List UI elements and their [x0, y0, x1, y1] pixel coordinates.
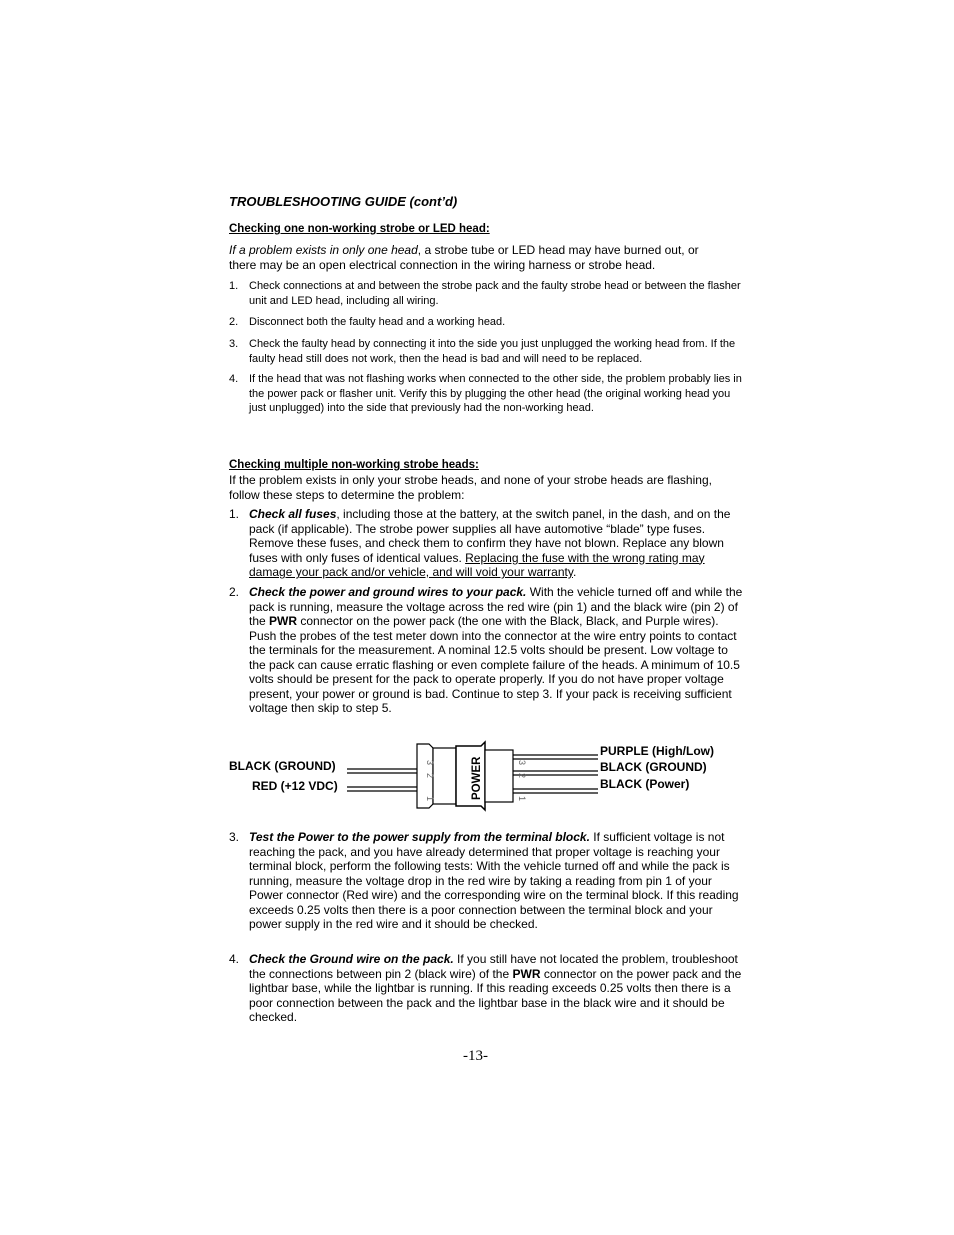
label-red-12vdc: RED (+12 VDC) [252, 779, 338, 793]
right-pin-2: 2 [517, 773, 527, 779]
section2-intro: If the problem exists in only your strobe heads, and none of your strobe heads are flashing, follow these steps to determine the problem: [229, 473, 712, 502]
right-connector-body [485, 750, 513, 802]
section1-intro-rest: , a strobe tube or LED head may have burned out, or there may be an open electrical connection in the wiring harness or strobe head. [229, 243, 699, 272]
left-pin-3: 3 [425, 760, 435, 766]
section1-item-1: 1. Check connections at and between the strobe pack and the faulty strobe head or between the flasher unit and LED head, including all wiring. [229, 280, 741, 307]
page-title: TROUBLESHOOTING GUIDE (cont’d) [229, 194, 458, 209]
section2-item-3: 3. Test the Power to the power supply from the terminal block. If sufficient voltage is not reaching the pack, and you have already determined that proper voltage is reaching your terminal block, perform the following tests: With the vehicle turned off and while the pack is running, measure the voltage drop in the red wire by taking a reading from pin 1 of your Power connector (Red wire) and the corresponding wire on the terminal block. If this reading exceeds 0.25 volts then there is a poor connection between the terminal block and your power supply in the red wire and it should be checked. [229, 830, 739, 931]
label-black-ground-right: BLACK (GROUND) [600, 760, 707, 774]
left-connector-body [433, 748, 456, 804]
label-black-ground-left: BLACK (GROUND) [229, 759, 336, 773]
label-purple-high-low: PURPLE (High/Low) [600, 744, 714, 758]
section2-heading: Checking multiple non-working strobe heads: [229, 459, 479, 471]
section2-item-2: 2. Check the power and ground wires to your pack. With the vehicle turned off and while the pack is running, measure the voltage across the red wire (pin 1) and the black wire (pin 2) of the PWR connector on the power pack (the one with the Black, Black, and Purple wires). Push the probes of the test meter down into the connector at the wire entry points to contact the terminals for the measurement. A nominal 12.5 volts should be present. Low voltage to the pack can cause erratic flashing or even complete failure of the heads. A minimum of 10.5 volts should be present for the pack to operate properly. If you do not have proper voltage present, your power or ground is bad. Continue to step 3. If your pack is receiving sufficient voltage then skip to step 5. [229, 585, 743, 715]
left-pin-2: 2 [425, 773, 435, 779]
left-wires [347, 769, 417, 791]
right-pin-3: 3 [517, 760, 527, 766]
right-pin-1: 1 [517, 796, 527, 802]
section1-intro-italic: If a problem exists in only one head [229, 243, 418, 257]
page-number: -13- [463, 1048, 488, 1064]
section1-heading: Checking one non-working strobe or LED head: [229, 223, 490, 235]
section1-item-4: 4. If the head that was not flashing works when connected to the other side, the problem probably lies in the power pack or flasher unit. Verify this by plugging the other head (the original working head you just unplugged) into the side that previously had the non-working head. [229, 373, 742, 414]
power-label: POWER [471, 756, 483, 800]
section1-item-2: 2. Disconnect both the faulty head and a working head. [229, 316, 506, 328]
section2-item-4: 4. Check the Ground wire on the pack. If you still have not located the problem, troubleshoot the connections between pin 2 (black wire) of the PWR connector on the power pack and the lightbar base, while the lightbar is running. If this reading exceeds 0.25 volts then there is a poor connection between the pack and the lightbar base in the black wire and it should be checked. [229, 952, 742, 1024]
section1-item-3: 3. Check the faulty head by connecting it into the side you just unplugged the working head from. If the faulty head still does not work, then the head is bad and will need to be replaced. [229, 338, 736, 365]
section1-intro [229, 243, 725, 272]
label-black-power: BLACK (Power) [600, 777, 690, 791]
left-pin-1: 1 [425, 796, 435, 802]
section2-item-1: 1. Check all fuses, including those at the battery, at the switch panel, in the dash, and on the pack (if applicable). The strobe power supplies all have automotive “blade” type fuses. Remove these fuses, and check them to confirm they have not blown. Replace any blown fuses with only fuses of identical values. Replacing the fuse with the wrong rating may damage your pack and/or vehicle, and will void your warranty. [229, 507, 731, 579]
power-connector-diagram [229, 738, 725, 818]
